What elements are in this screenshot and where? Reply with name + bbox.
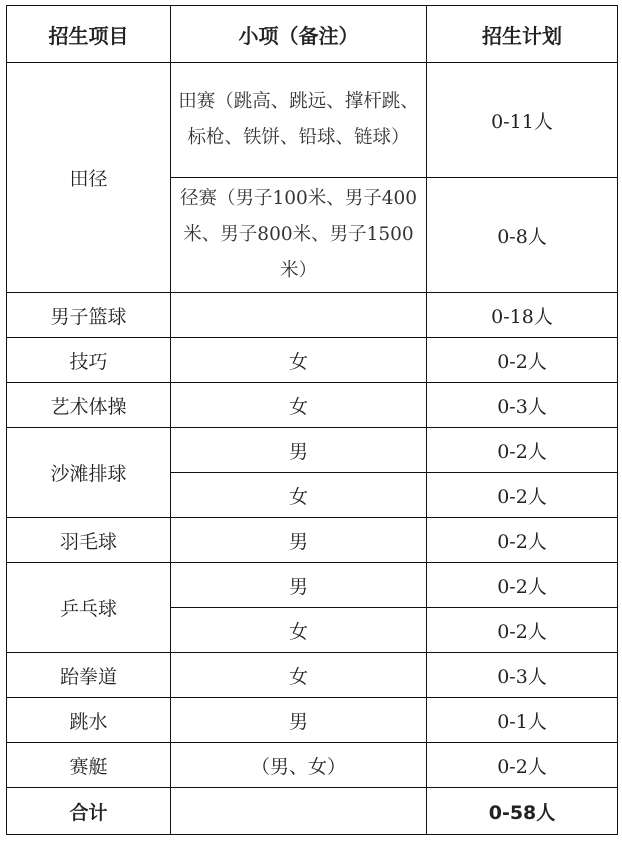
total-plan: 0-58人 (427, 788, 618, 835)
plan-cell: 0-2人 (427, 608, 618, 653)
plan-cell: 0-2人 (427, 563, 618, 608)
plan-cell: 0-2人 (427, 518, 618, 563)
header-project: 招生项目 (7, 6, 171, 63)
table-header-row (7, 6, 618, 63)
subitem-cell: 女 (171, 338, 427, 383)
project-cell: 沙滩排球 (7, 428, 171, 518)
plan-cell: 0-2人 (427, 338, 618, 383)
subitem-cell (171, 293, 427, 338)
plan-cell: 0-2人 (427, 428, 618, 473)
project-cell: 艺术体操 (7, 383, 171, 428)
table-row (7, 743, 618, 788)
subitem-cell: 田赛（跳高、跳远、撑杆跳、标枪、铁饼、铅球、链球） (171, 63, 427, 178)
table-row (7, 428, 618, 473)
plan-cell: 0-3人 (427, 383, 618, 428)
subitem-cell: 男 (171, 518, 427, 563)
subitem-cell: （男、女） (171, 743, 427, 788)
table-row (7, 518, 618, 563)
enrollment-table (6, 5, 618, 835)
project-cell: 羽毛球 (7, 518, 171, 563)
table-row (7, 383, 618, 428)
table-row (7, 698, 618, 743)
subitem-cell: 男 (171, 563, 427, 608)
table-row (7, 653, 618, 698)
subitem-cell: 男 (171, 428, 427, 473)
plan-cell: 0-11人 (427, 63, 618, 178)
plan-cell: 0-8人 (427, 178, 618, 293)
subitem-cell: 径赛（男子100米、男子400米、男子800米、男子1500米） (171, 178, 427, 293)
table-row (7, 563, 618, 608)
plan-cell: 0-3人 (427, 653, 618, 698)
project-cell: 跳水 (7, 698, 171, 743)
total-label: 合计 (7, 788, 171, 835)
subitem-cell: 女 (171, 473, 427, 518)
table-row (7, 293, 618, 338)
subitem-cell: 女 (171, 608, 427, 653)
subitem-cell: 女 (171, 653, 427, 698)
plan-cell: 0-18人 (427, 293, 618, 338)
table-row (7, 338, 618, 383)
subitem-cell: 女 (171, 383, 427, 428)
total-note (171, 788, 427, 835)
subitem-cell: 男 (171, 698, 427, 743)
plan-cell: 0-2人 (427, 473, 618, 518)
total-row (7, 788, 618, 835)
plan-cell: 0-1人 (427, 698, 618, 743)
header-plan: 招生计划 (427, 6, 618, 63)
project-cell: 乒乓球 (7, 563, 171, 653)
project-cell: 技巧 (7, 338, 171, 383)
plan-cell: 0-2人 (427, 743, 618, 788)
project-cell: 男子篮球 (7, 293, 171, 338)
project-cell: 赛艇 (7, 743, 171, 788)
header-subitem: 小项（备注） (171, 6, 427, 63)
project-cell: 跆拳道 (7, 653, 171, 698)
project-cell: 田径 (7, 63, 171, 293)
table-row (7, 63, 618, 178)
